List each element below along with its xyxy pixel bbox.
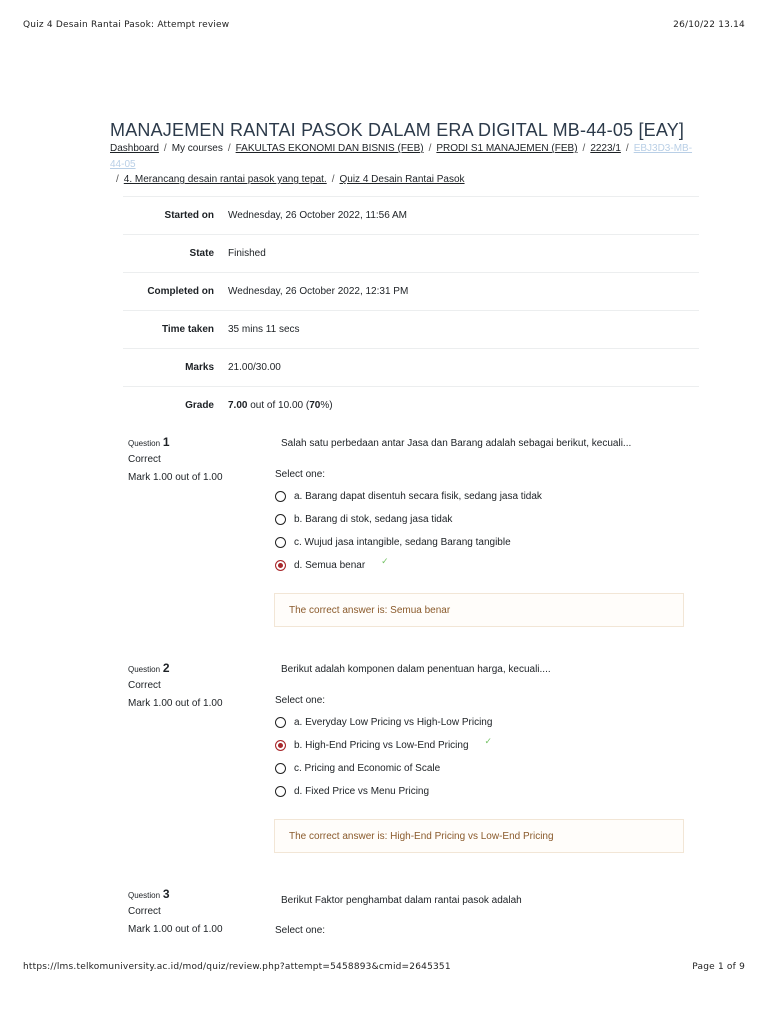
summary-value: 21.00/30.00 <box>228 362 281 373</box>
question-number: 3 <box>162 887 170 901</box>
summary-row-time-taken <box>123 311 699 349</box>
breadcrumb-term[interactable]: 2223/1 <box>590 143 621 154</box>
summary-label: State <box>189 248 214 259</box>
correct-check-icon: ✓ <box>381 556 389 566</box>
breadcrumb-faculty[interactable]: FAKULTAS EKONOMI DAN BISNIS (FEB) <box>235 143 424 154</box>
summary-row-grade <box>123 387 699 424</box>
radio-button-selected[interactable] <box>275 740 286 751</box>
question-mark: Mark 1.00 out of 1.00 <box>128 698 223 709</box>
radio-button[interactable] <box>275 763 286 774</box>
summary-label: Completed on <box>147 286 214 297</box>
feedback-text: The correct answer is: Semua benar <box>289 604 451 616</box>
answer-list <box>275 711 492 803</box>
answer-option-selected[interactable] <box>275 554 542 577</box>
correct-answer-feedback <box>274 593 684 627</box>
radio-button[interactable] <box>275 717 286 728</box>
grade-end: %) <box>320 400 333 411</box>
summary-label: Grade <box>185 400 214 411</box>
grade-out-of: out of 10.00 ( <box>247 400 310 411</box>
print-header-title: Quiz 4 Desain Rantai Pasok: Attempt review <box>23 20 230 30</box>
question-mark: Mark 1.00 out of 1.00 <box>128 924 223 935</box>
breadcrumb-dashboard[interactable]: Dashboard <box>110 143 159 154</box>
page-title: MANAJEMEN RANTAI PASOK DALAM ERA DIGITAL MB-44-05 [EAY] <box>110 120 685 140</box>
question-number: 2 <box>162 661 170 675</box>
question-label: Question <box>128 891 161 900</box>
answer-option[interactable] <box>275 780 492 803</box>
summary-row-completed <box>123 273 699 311</box>
select-one-prompt: Select one: <box>275 925 326 936</box>
summary-row-started <box>123 197 699 235</box>
answer-option[interactable] <box>275 711 492 734</box>
question-mark: Mark 1.00 out of 1.00 <box>128 472 223 483</box>
answer-label: b. Barang di stok, sedang jasa tidak <box>294 514 453 525</box>
summary-value: Wednesday, 26 October 2022, 12:31 PM <box>228 286 409 297</box>
attempt-summary-table <box>123 196 699 424</box>
radio-button-selected[interactable] <box>275 560 286 571</box>
grade-percent: 70 <box>309 400 321 411</box>
print-header <box>23 20 745 30</box>
radio-button[interactable] <box>275 514 286 525</box>
breadcrumb-quiz[interactable]: Quiz 4 Desain Rantai Pasok <box>339 174 465 185</box>
correct-answer-feedback <box>274 819 684 853</box>
select-one-prompt: Select one: <box>275 695 326 706</box>
radio-button[interactable] <box>275 786 286 797</box>
answer-option[interactable] <box>275 531 542 554</box>
radio-button[interactable] <box>275 537 286 548</box>
answer-label: c. Pricing and Economic of Scale <box>294 763 441 774</box>
radio-button[interactable] <box>275 491 286 502</box>
answer-label: d. Semua benar <box>294 560 366 571</box>
print-footer-page: Page 1 of 9 <box>692 962 745 972</box>
summary-label: Started on <box>164 210 214 221</box>
answer-option[interactable] <box>275 757 492 780</box>
question-state: Correct <box>128 906 161 917</box>
answer-label: b. High-End Pricing vs Low-End Pricing <box>294 740 469 751</box>
summary-value: Wednesday, 26 October 2022, 11:56 AM <box>228 210 408 221</box>
breadcrumb-section[interactable]: 4. Merancang desain rantai pasok yang tepat. <box>123 174 327 185</box>
question-state: Correct <box>128 454 161 465</box>
question-text: Berikut Faktor penghambat dalam rantai pasok adalah <box>281 895 522 906</box>
print-footer <box>23 962 745 972</box>
summary-value: 35 mins 11 secs <box>228 324 300 335</box>
answer-label: d. Fixed Price vs Menu Pricing <box>294 786 430 797</box>
answer-option[interactable] <box>275 939 294 944</box>
summary-label: Time taken <box>161 324 214 335</box>
answer-option-selected[interactable] <box>275 734 492 757</box>
question-label: Question <box>128 439 161 448</box>
answer-label: a. Everyday Low Pricing vs High-Low Pricing <box>294 717 493 728</box>
question-3 <box>128 887 685 944</box>
question-text: Berikut adalah komponen dalam penentuan harga, kecuali.... <box>281 664 551 675</box>
question-label: Question <box>128 665 161 674</box>
question-text: Salah satu perbedaan antar Jasa dan Barang adalah sebagai berikut, kecuali... <box>281 438 632 449</box>
correct-check-icon: ✓ <box>484 736 493 746</box>
summary-value <box>228 400 333 411</box>
summary-row-marks <box>123 349 699 387</box>
summary-value: Finished <box>228 248 266 259</box>
summary-label: Marks <box>185 362 214 373</box>
question-info <box>128 661 258 709</box>
answer-label: c. Wujud jasa intangible, sedang Barang tangible <box>294 537 511 548</box>
answer-list <box>275 939 294 944</box>
question-info <box>128 435 258 483</box>
answer-option[interactable] <box>275 508 542 531</box>
answer-list <box>275 485 542 577</box>
question-number: 1 <box>162 435 170 449</box>
feedback-text: The correct answer is: High-End Pricing vs Low-End Pricing <box>289 830 554 842</box>
breadcrumb-course[interactable]: EBJ3D3-MB-44-05 <box>110 143 693 170</box>
print-header-datetime: 26/10/22 13.14 <box>673 20 745 30</box>
breadcrumb: Dashboard / My courses / FAKULTAS EKONOMI DAN BISNIS (FEB) / PRODI S1 MANAJEMEN (FEB) / 2223/1 / EBJ3D3-MB-44-05 / 4. Merancang desain rantai pasok yang tepat. / Quiz 4 Desain Rantai Pasok <box>110 143 693 185</box>
question-state: Correct <box>128 680 161 691</box>
question-info <box>128 887 258 935</box>
select-one-prompt: Select one: <box>275 469 326 480</box>
grade-score: 7.00 <box>228 400 248 411</box>
breadcrumb-program[interactable]: PRODI S1 MANAJEMEN (FEB) <box>436 143 578 154</box>
answer-label: a. Barang dapat disentuh secara fisik, sedang jasa tidak <box>294 491 542 502</box>
summary-row-state <box>123 235 699 273</box>
breadcrumb-my-courses: My courses <box>171 143 223 154</box>
answer-option[interactable] <box>275 485 542 508</box>
print-footer-url: https://lms.telkomuniversity.ac.id/mod/quiz/review.php?attempt=5458893&cmid=2645351 <box>23 962 451 972</box>
